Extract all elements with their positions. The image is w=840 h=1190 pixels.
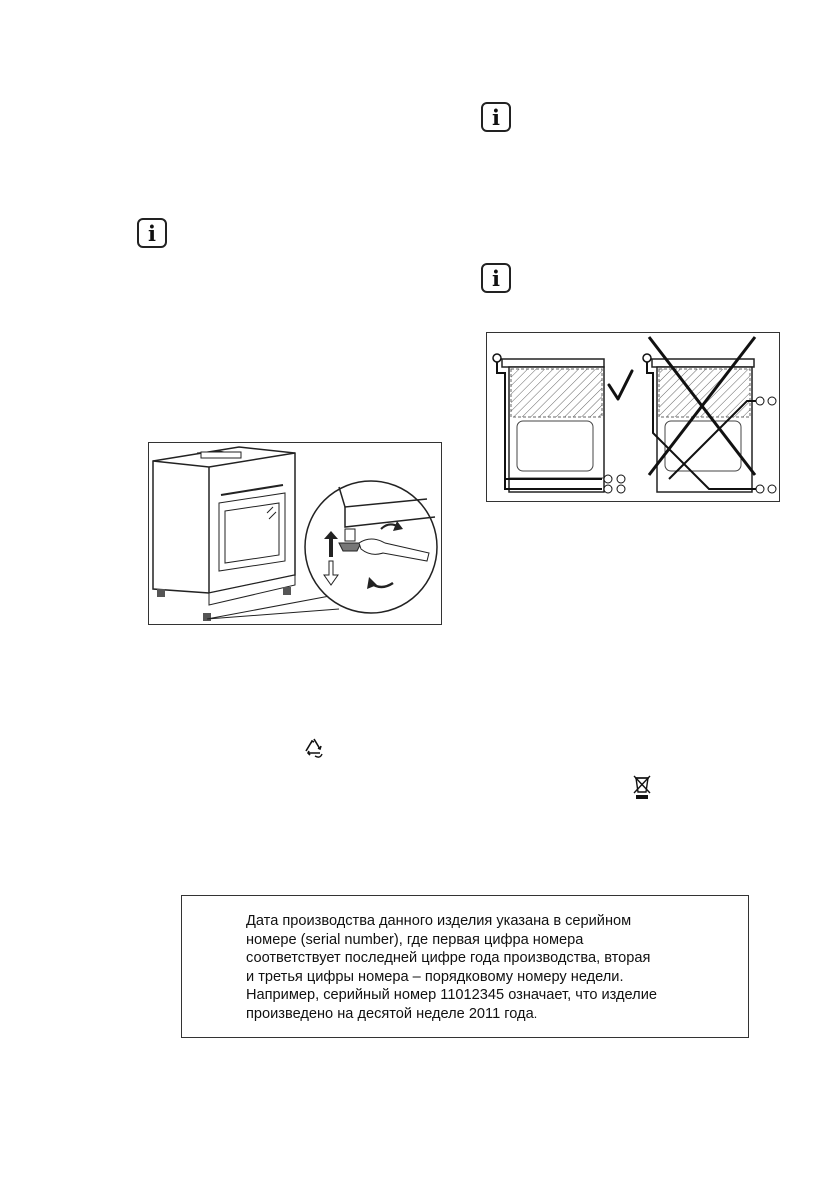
placement-figure [486,332,780,502]
notice-line: и третья цифры номера – порядковому номеру недели. [246,968,624,985]
notice-last-period: . [533,1006,538,1021]
info-icon-right-middle: i [481,263,511,293]
leg-detail [305,481,437,613]
leveling-illustration [149,443,441,624]
notice-text [246,912,746,1023]
incorrect-placement [643,354,776,493]
recycle-icon [300,735,328,763]
notice-line: соответствует последней цифре года производства, вторая [246,950,651,966]
leveling-figure [148,442,442,625]
placement-illustration [487,333,779,501]
notice-last-text: произведено на десятой неделе 2011 года [246,1005,534,1022]
notice-line-last [246,1005,746,1024]
info-icon-right-top: i [481,102,511,132]
check-mark-icon [609,371,632,399]
production-date-notice [181,895,749,1038]
notice-line: номере (serial number), где первая цифра номера [246,931,584,948]
notice-line: Дата производства данного изделия указана в серийном [246,913,632,929]
crossed-bin-icon [632,774,652,800]
notice-line: Например, серийный номер 11012345 означает, что изделие [246,987,657,1003]
correct-placement [493,354,625,493]
info-icon-left: i [137,218,167,248]
